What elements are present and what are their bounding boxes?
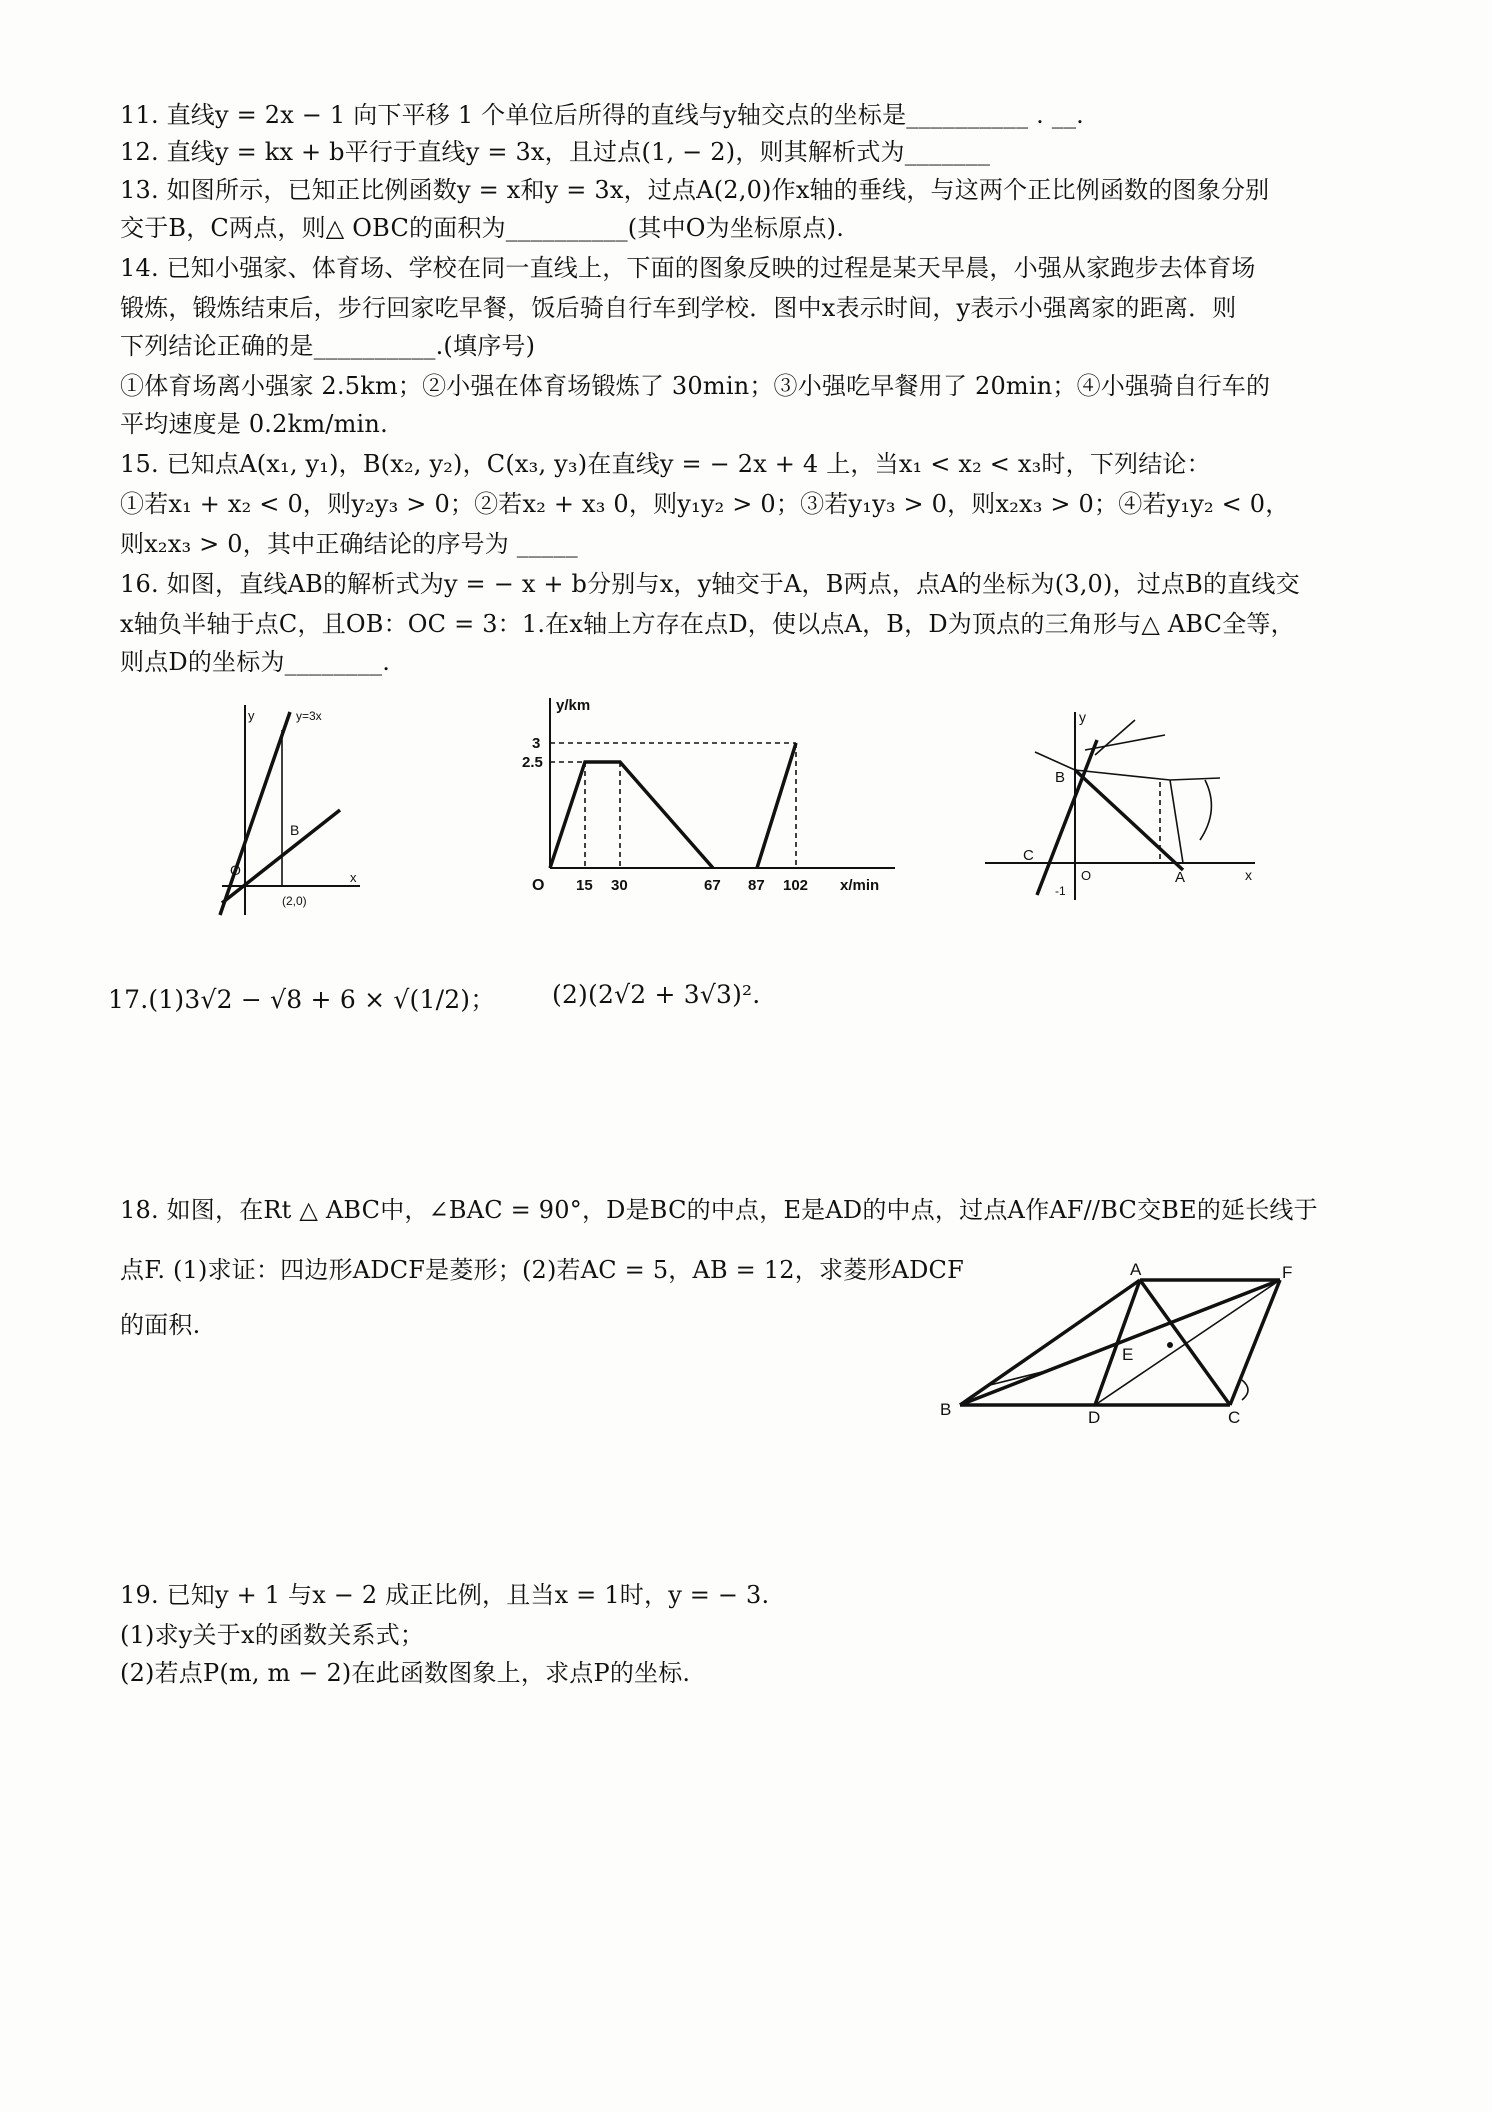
problem-18-line-3: 的面积. <box>120 1311 201 1339</box>
fig16-sketch-1 <box>1035 752 1075 770</box>
problem-14-options: ①体育场离小强家 2.5km；②小强在体育场锻炼了 30min；③小强吃早餐用了 20min；④小强骑自行车的 <box>120 372 1271 400</box>
problem-12: 12. 直线y = kx + b平行于直线y = 3x，且过点(1, − 2)，则其解析式为_______ <box>120 138 991 166</box>
figure-13 <box>200 700 370 930</box>
fig14-xtick: 15 <box>576 877 593 894</box>
problem-15-line-1: 15. 已知点A(x₁, y₁)，B(x₂, y₂)，C(x₃, y₃)在直线y = − 2x + 4 上，当x₁ < x₂ < x₃时，下列结论： <box>120 450 1211 478</box>
problem-19-line-1: 19. 已知y + 1 与x − 2 成正比例，且当x = 1时，y = − 3. <box>120 1581 770 1609</box>
fig18-segment-bf <box>960 1280 1280 1405</box>
fig14-xtick: 67 <box>704 877 721 894</box>
figure-14-distance-time <box>520 690 910 905</box>
problem-14-line-2: 锻炼，锻炼结束后，步行回家吃早餐，饭后骑自行车到学校．图中x表示时间，y表示小强离家的距离．则 <box>120 294 1237 322</box>
fig16-sketch-4 <box>1200 780 1211 840</box>
fig16-origin: O <box>1081 868 1092 883</box>
fig14-xtick: 102 <box>783 877 809 894</box>
problem-16-line-1: 16. 如图，直线AB的解析式为y = − x + b分别与x，y轴交于A，B两点，点A的坐标为(3,0)，过点B的直线交 <box>120 570 1300 598</box>
fig13-point-b: B <box>290 822 300 838</box>
fig14-ytick: 3 <box>532 735 541 752</box>
fig14-ytick: 2.5 <box>522 754 543 771</box>
fig14-trip-home <box>550 762 713 868</box>
problem-18-line-1: 18. 如图，在Rt △ ABC中，∠BAC = 90°，D是BC的中点，E是AD的中点，过点A作AF//BC交BE的延长线于 <box>120 1196 1318 1224</box>
fig18-center-point <box>1167 1342 1173 1348</box>
fig14-x-label: x/min <box>840 877 880 894</box>
fig16-neg1-label: -1 <box>1055 884 1066 898</box>
fig13-line-label: y=3x <box>296 709 322 723</box>
problem-19-part-2: (2)若点P(m, m − 2)在此函数图象上，求点P的坐标. <box>120 1659 691 1687</box>
fig13-line-y3x <box>220 712 290 915</box>
fig16-x-label: x <box>1245 867 1252 883</box>
problem-13-line-2: 交于B，C两点，则△ OBC的面积为__________(其中O为坐标原点). <box>120 214 845 242</box>
figure-18 <box>930 1260 1310 1430</box>
problem-15-line-3: 则x₂x₃ > 0，其中正确结论的序号为 _____ <box>120 530 578 558</box>
fig14-y-label: y/km <box>556 697 591 714</box>
fig16-sketch-3 <box>1095 720 1135 755</box>
fig18-angle-mark <box>1242 1380 1248 1400</box>
fig16-line-da <box>1170 780 1183 863</box>
problem-18-line-2: 点F. (1)求证：四边形ADCF是菱形；(2)若AC = 5，AB = 12，求菱形ADCF <box>120 1256 964 1284</box>
problem-13-line-1: 13. 如图所示，已知正比例函数y = x和y = 3x，过点A(2,0)作x轴的垂线，与这两个正比例函数的图象分别 <box>120 176 1270 204</box>
fig18-point-a: A <box>1130 1260 1142 1279</box>
problem-15-line-2: ①若x₁ + x₂ < 0，则y₂y₃ > 0；②若x₂ + x₃ 0，则y₁y₂ > 0；③若y₁y₃ > 0，则x₂x₃ > 0；④若y₁y₂ < 0， <box>120 490 1290 518</box>
fig13-point-a: (2,0) <box>282 894 307 908</box>
problem-16-line-3: 则点D的坐标为________. <box>120 648 391 676</box>
fig18-point-f: F <box>1282 1263 1293 1282</box>
fig16-point-b: B <box>1055 769 1066 786</box>
problem-14-line-3: 下列结论正确的是__________.(填序号) <box>120 332 536 360</box>
fig16-line-bd <box>1075 770 1220 780</box>
fig18-point-c: C <box>1228 1408 1241 1427</box>
fig13-origin: O <box>230 862 241 878</box>
problem-19-part-1: (1)求y关于x的函数关系式； <box>120 1621 425 1649</box>
fig18-segment-ab <box>960 1280 1140 1405</box>
fig18-point-d: D <box>1088 1408 1101 1427</box>
problem-11: 11. 直线y = 2x − 1 向下平移 1 个单位后所得的直线与y轴交点的坐标是__________ . __. <box>120 101 1084 129</box>
fig18-segment-cf <box>1230 1280 1280 1405</box>
problem-17-part-2: (2)(2√2 + 3√3)². <box>552 980 761 1009</box>
problem-16-line-2: x轴负半轴于点C，且OB：OC = 3：1.在x轴上方存在点D，使以点A，B，D为顶点的三角形与△ ABC全等， <box>120 610 1295 638</box>
problem-17-part-1: 17.(1)3√2 − √8 + 6 × √(1/2)； <box>108 985 496 1014</box>
fig16-y-label: y <box>1079 709 1086 725</box>
figure-16 <box>975 700 1265 910</box>
fig13-y-label: y <box>248 708 255 723</box>
fig14-origin: O <box>532 877 545 894</box>
fig14-xtick: 87 <box>748 877 765 894</box>
fig16-point-a: A <box>1175 869 1186 886</box>
fig16-line-ab <box>1075 770 1183 870</box>
fig18-segment-ac <box>1140 1280 1230 1405</box>
fig18-point-b: B <box>940 1400 952 1419</box>
fig14-xtick: 30 <box>611 877 628 894</box>
fig18-point-e: E <box>1122 1345 1134 1364</box>
fig16-point-c: C <box>1023 847 1034 864</box>
problem-14-line-1: 14. 已知小强家、体育场、学校在同一直线上，下面的图象反映的过程是某天早晨，小强从家跑步去体育场 <box>120 254 1256 282</box>
fig13-x-label: x <box>350 870 357 885</box>
problem-14-line-5: 平均速度是 0.2km/min. <box>120 410 388 438</box>
fig14-bike-segment <box>757 743 796 868</box>
